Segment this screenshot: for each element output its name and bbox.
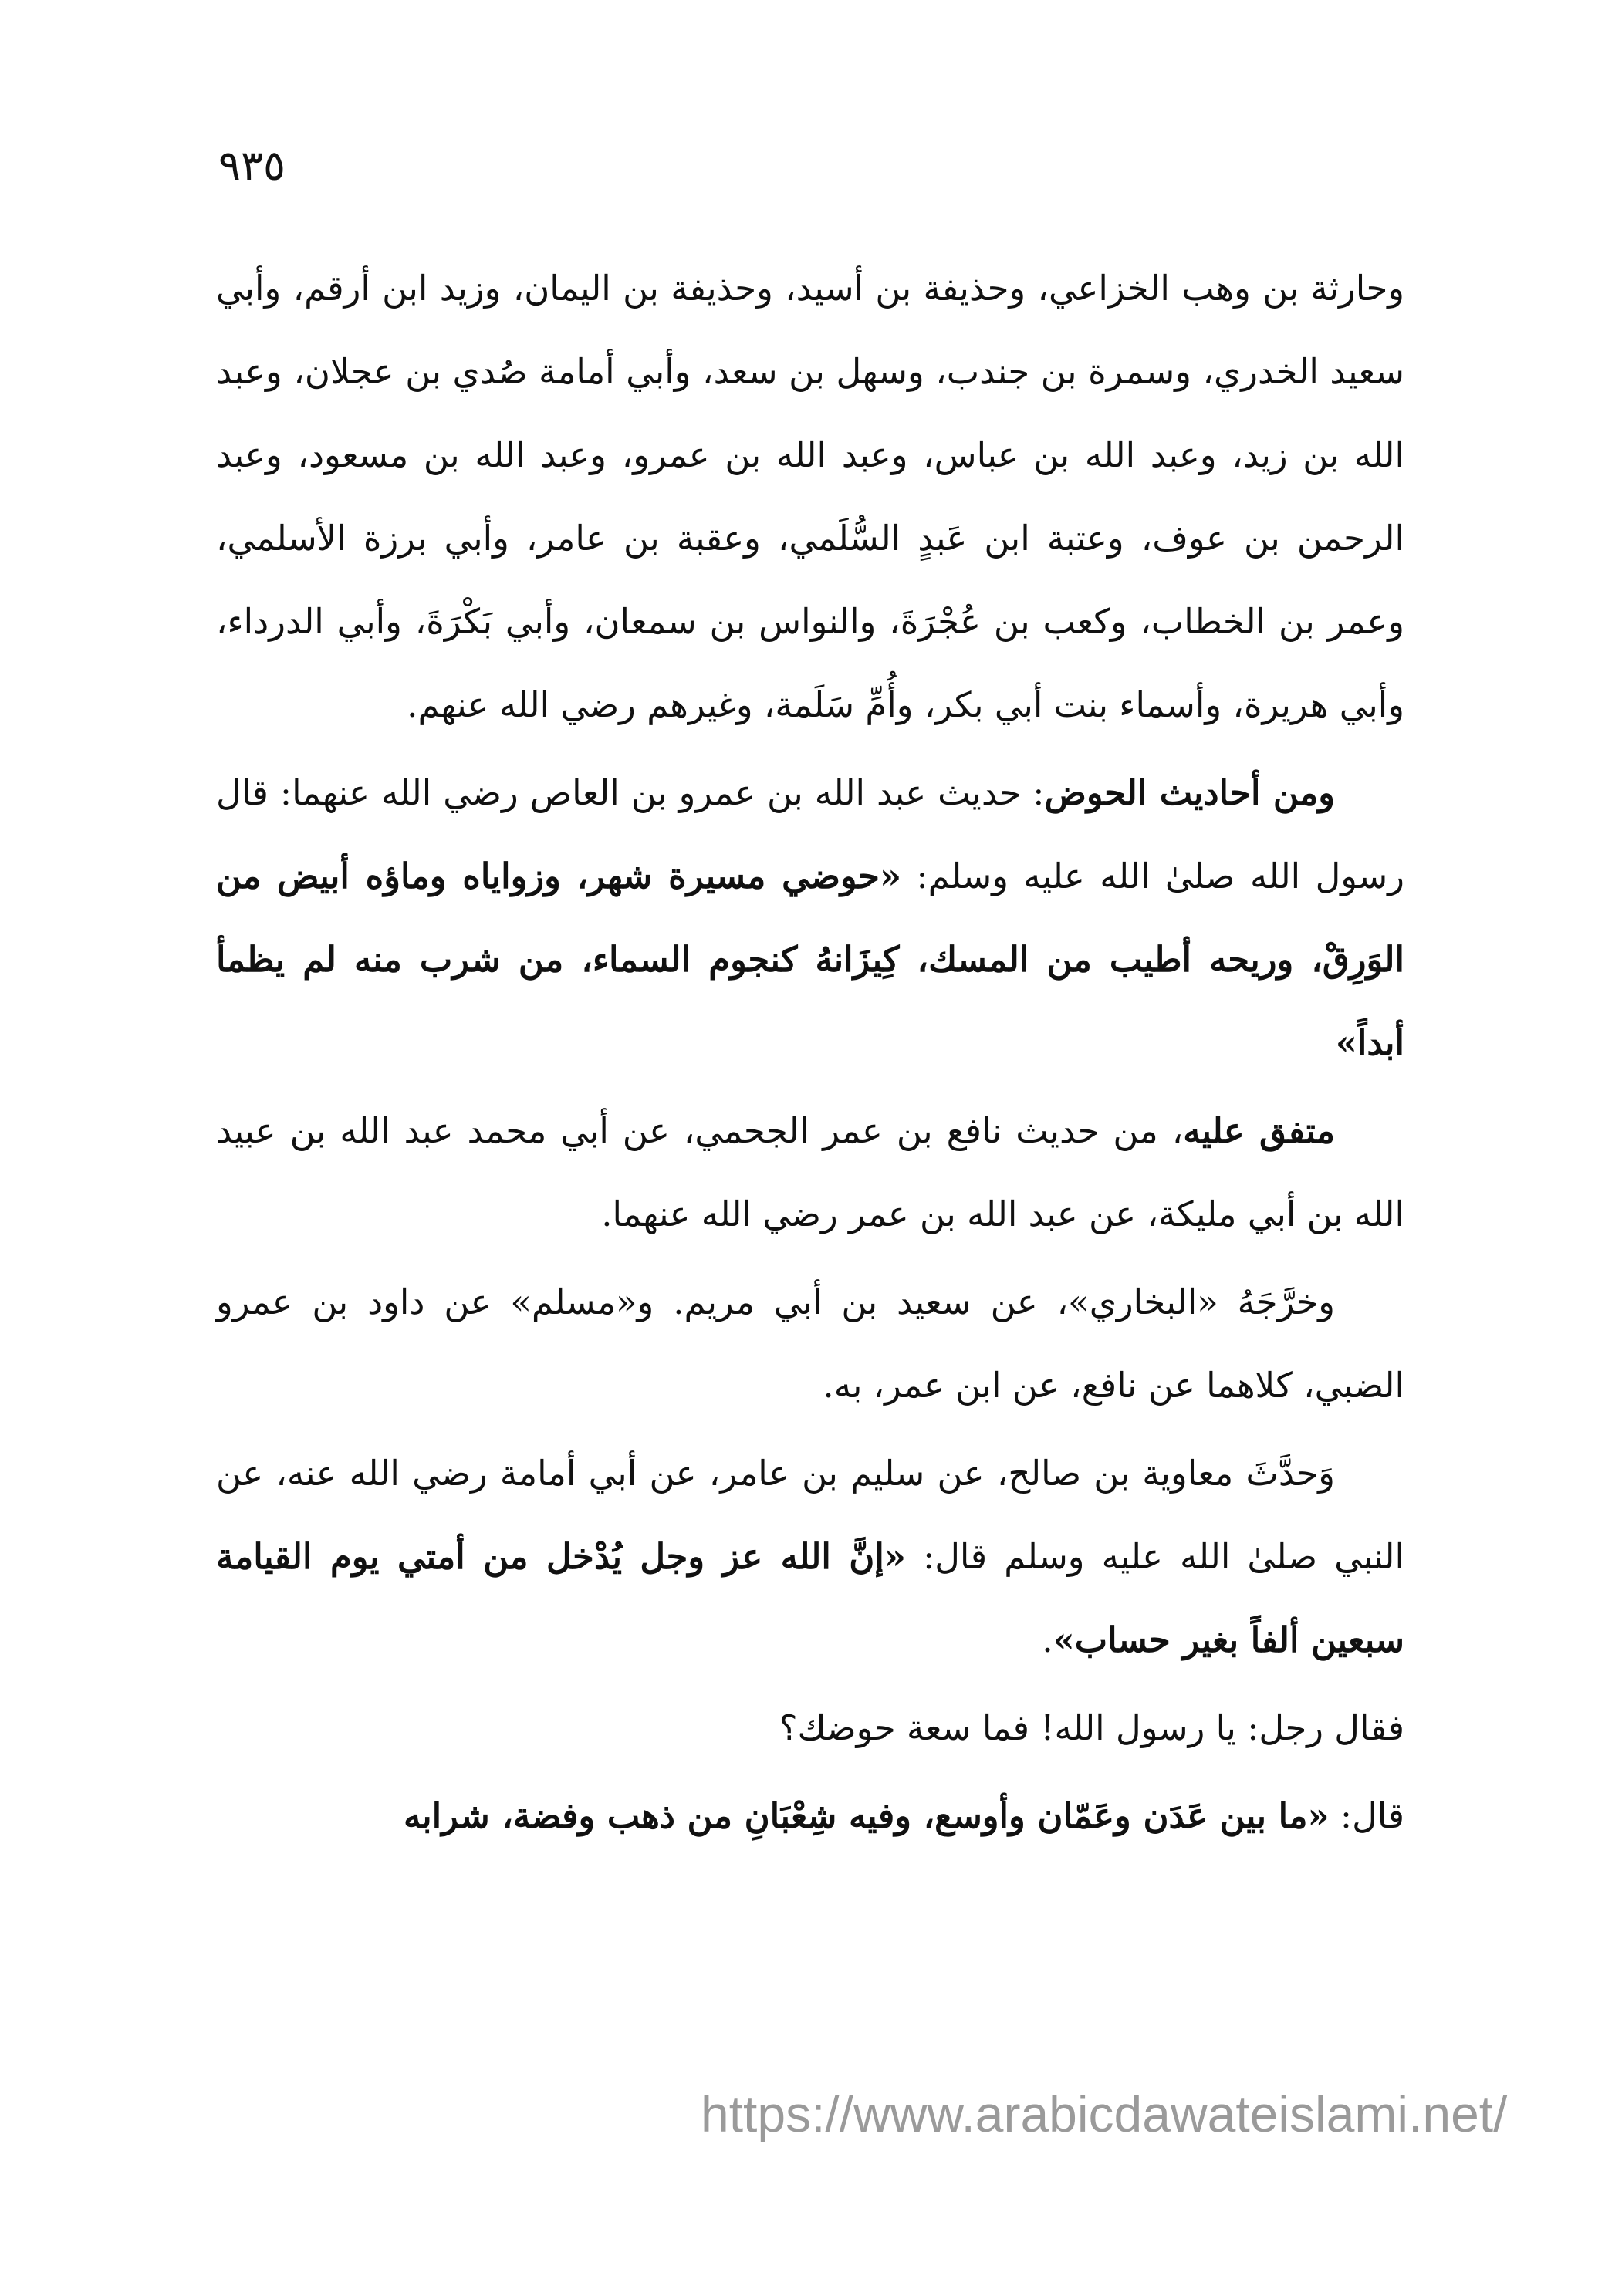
bold-text-segment: ومن أحاديث الحوض (1044, 772, 1335, 813)
footer-watermark-url: https://www.arabicdawateislami.net/ (701, 2085, 1508, 2142)
page-body-text (216, 247, 1404, 1862)
text-segment: وحارثة بن وهب الخزاعي، وحذيفة بن أسيد، وحذيفة بن اليمان، وزيد ابن أرقم، وأبي سعيد الخدري، وسمرة بن جندب، وسهل بن سعد، وأبي أمامة صُدي بن عجلان، وعبد الله بن زيد، وعبد الله بن عباس، وعبد الله بن عمرو، وعبد الله بن مسعود، وعبد الرحمن بن عوف، وعتبة ابن عَبدٍ السُّلَمي، وعقبة بن عامر، وأبي برزة الأسلمي، وعمر بن الخطاب، وكعب بن عُجْرَةَ، والنواس بن سمعان، وأبي بَكْرَةَ، وأبي الدرداء، وأبي هريرة، وأسماء بنت أبي بكر، وأُمِّ سَلَمة، وغيرهم رضي الله عنهم. (216, 268, 1404, 725)
paragraph-p4 (216, 1261, 1404, 1427)
page-number: ٩٣٥ (218, 141, 286, 190)
text-segment: : حديث عبد الله بن عمرو بن العاص رضي الله عنهما: قال رسول الله صلىٰ الله عليه وسلم: (216, 772, 1404, 896)
text-segment: وَحدَّثَ معاوية بن صالح، عن سليم بن عامر، عن أبي أمامة رضي الله عنه، عن النبي صلىٰ الله عليه وسلم قال: (216, 1453, 1405, 1577)
text-segment: ، من حديث نافع بن عمر الجحمي، عن أبي محمد عبد الله بن عبيد الله بن أبي مليكة، عن عبد الله بن عمر رضي الله عنهما. (216, 1110, 1404, 1234)
text-segment: فقال رجل: يا رسول الله! فما سعة حوضك؟ (779, 1707, 1404, 1748)
bold-text-segment: «ما بين عَدَن وعَمّان وأوسع، وفيه شِعْبَانِ من ذهب وفضة، شرابه (404, 1795, 1330, 1836)
bold-text-segment: متفق عليه (1183, 1110, 1335, 1151)
paragraph-p6 (216, 1687, 1404, 1770)
text-segment: قال: (1329, 1795, 1404, 1836)
paragraph-p5 (216, 1432, 1404, 1682)
bold-text-segment: «إنَّ الله عز وجل يُدْخل من أمتي يوم القيامة سبعين ألفاً بغير حساب» (216, 1536, 1404, 1660)
text-segment: وخرَّجَهُ «البخاري»، عن سعيد بن أبي مريم. و«مسلم» عن داود بن عمرو الضبي، كلاهما عن نافع، عن ابن عمر، به. (216, 1281, 1404, 1406)
paragraph-p3 (216, 1089, 1404, 1256)
text-segment: . (1042, 1619, 1053, 1660)
paragraph-p7 (216, 1774, 1404, 1858)
paragraph-p1 (216, 247, 1404, 747)
bold-text-segment: «حوضي مسيرة شهر، وزواياه وماؤه أبيض من الوَرِقْ، وريحه أطيب من المسك، كِيزَانهُ كنجوم السماء، من شرب منه لم يظمأ أبداً» (216, 856, 1404, 1063)
paragraph-p2 (216, 751, 1404, 1085)
